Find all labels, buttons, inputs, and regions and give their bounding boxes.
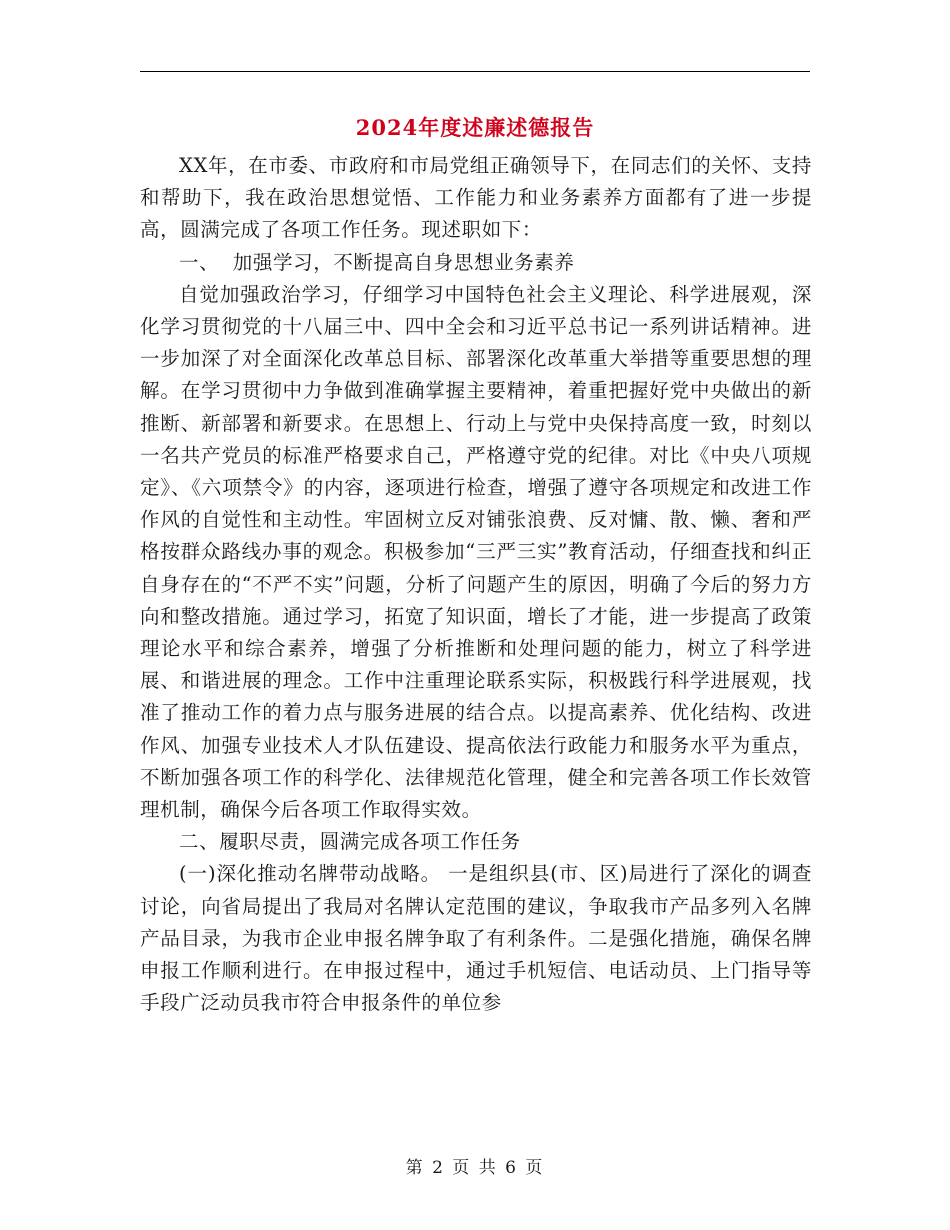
document-body (140, 150, 812, 1019)
page-number: 第 2 页 共 6 页 (405, 1158, 545, 1178)
section-paragraph-2: (一)深化推动名牌带动战略。 一是组织县(市、区)局进行了深化的调查讨论，向省局提出了我局对名牌认定范围的建议，争取我市产品多列入名牌产品目录，为我市企业申报名牌争取了有利条件。二是强化措施，确保名牌申报工作顺利进行。在申报过程中，通过手机短信、电话动员、上门指导等手段广泛动员我市符合申报条件的单位参 (140, 862, 812, 1015)
document-title: 2024年度述廉述德报告 (355, 115, 595, 140)
section-heading-1: 一、 加强学习，不断提高自身思想业务素养 (179, 250, 575, 274)
section-heading-2: 二、履职尽责，圆满完成各项工作任务 (179, 830, 521, 854)
section-paragraph-1: 自觉加强政治学习，仔细学习中国特色社会主义理论、科学进展观，深化学习贯彻党的十八届三中、四中全会和习近平总书记一系列讲话精神。进一步加深了对全面深化改革总目标、部署深化改革重大举措等重要思想的理解。在学习贯彻中力争做到准确掌握主要精神，着重把握好党中央做出的新推断、新部署和新要求。在思想上、行动上与党中央保持高度一致，时刻以一名共产党员的标准严格要求自己，严格遵守党的纪律。对比《中央八项规定》、《六项禁令》的内容，逐项进行检查，增强了遵守各项规定和改进工作作风的自觉性和主动性。牢固树立反对铺张浪费、反对慵、散、懒、奢和严格按群众路线办事的观念。积极参加“三严三实”教育活动，仔细查找和纠正自身存在的“不严不实”问题，分析了问题产生的原因，明确了今后的努力方向和整改措施。通过学习，拓宽了知识面，增长了才能，进一步提高了政策理论水平和综合素养，增强了分析推断和处理问题的能力，树立了科学进展、和谐进展的理念。工作中注重理论联系实际，积极践行科学进展观，找准了推动工作的着力点与服务进展的结合点。以提高素养、优化结构、改进作风、加强专业技术人才队伍建设、提高依法行政能力和服务水平为重点，不断加强各项工作的科学化、法律规范化管理，健全和完善各项工作长效管理机制，确保今后各项工作取得实效。 (140, 282, 812, 822)
header-rule (140, 71, 810, 72)
intro-paragraph: XX年，在市委、市政府和市局党组正确领导下，在同志们的关怀、支持和帮助下，我在政治思想觉悟、工作能力和业务素养方面都有了进一步提高，圆满完成了各项工作任务。现述职如下： (140, 154, 812, 242)
